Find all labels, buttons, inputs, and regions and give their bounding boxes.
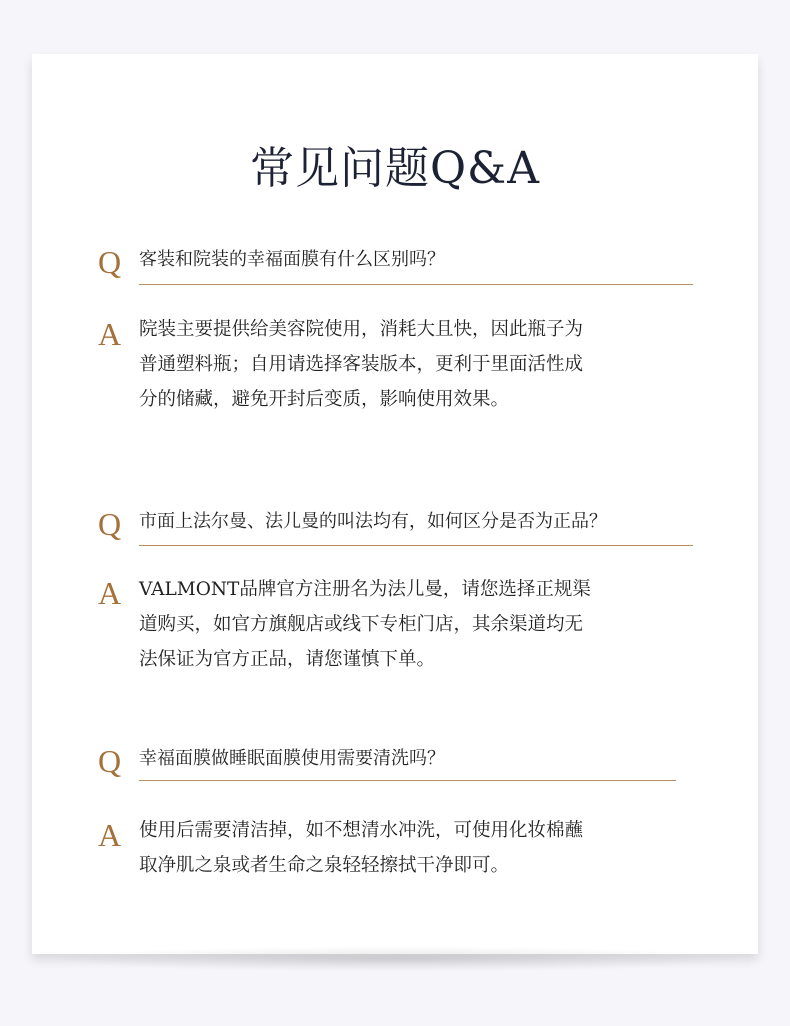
question-text: 市面上法尔曼、法儿曼的叫法均有，如何区分是否为正品？ bbox=[139, 511, 607, 532]
answer-line: 使用后需要清洁掉，如不想清水冲洗，可使用化妆棉蘸 bbox=[139, 820, 584, 841]
answer-line: 院装主要提供给美容院使用，消耗大且快，因此瓶子为 bbox=[139, 319, 584, 340]
question-divider bbox=[139, 780, 676, 781]
question-divider bbox=[139, 545, 693, 546]
answer-letter: A bbox=[98, 316, 122, 352]
answer-line: 取净肌之泉或者生命之泉轻轻擦拭干净即可。 bbox=[139, 855, 510, 876]
question-divider bbox=[139, 284, 693, 285]
answer-line: VALMONT品牌官方注册名为法儿曼，请您选择正规渠 bbox=[139, 579, 591, 600]
answer-text bbox=[139, 312, 694, 417]
question-letter: Q bbox=[98, 244, 122, 280]
answer-letter: A bbox=[98, 817, 122, 853]
question-letter: Q bbox=[98, 743, 122, 779]
answer-line: 道购买，如官方旗舰店或线下专柜门店，其余渠道均无 bbox=[139, 614, 584, 635]
answer-line: 法保证为官方正品，请您谨慎下单。 bbox=[139, 649, 436, 670]
answer-text bbox=[139, 813, 694, 883]
question-text: 客装和院装的幸福面膜有什么区别吗？ bbox=[139, 249, 445, 270]
answer-line: 分的储藏，避免开封后变质，影响使用效果。 bbox=[139, 389, 510, 410]
card-shadow bbox=[48, 946, 748, 972]
answer-letter: A bbox=[98, 575, 122, 611]
answer-line: 普通塑料瓶；自用请选择客装版本，更利于里面活性成 bbox=[139, 354, 584, 375]
page-title: 常见问题Q&A bbox=[249, 143, 540, 194]
question-letter: Q bbox=[98, 506, 122, 542]
question-text: 幸福面膜做睡眠面膜使用需要清洗吗？ bbox=[139, 748, 445, 769]
answer-text bbox=[139, 572, 694, 677]
